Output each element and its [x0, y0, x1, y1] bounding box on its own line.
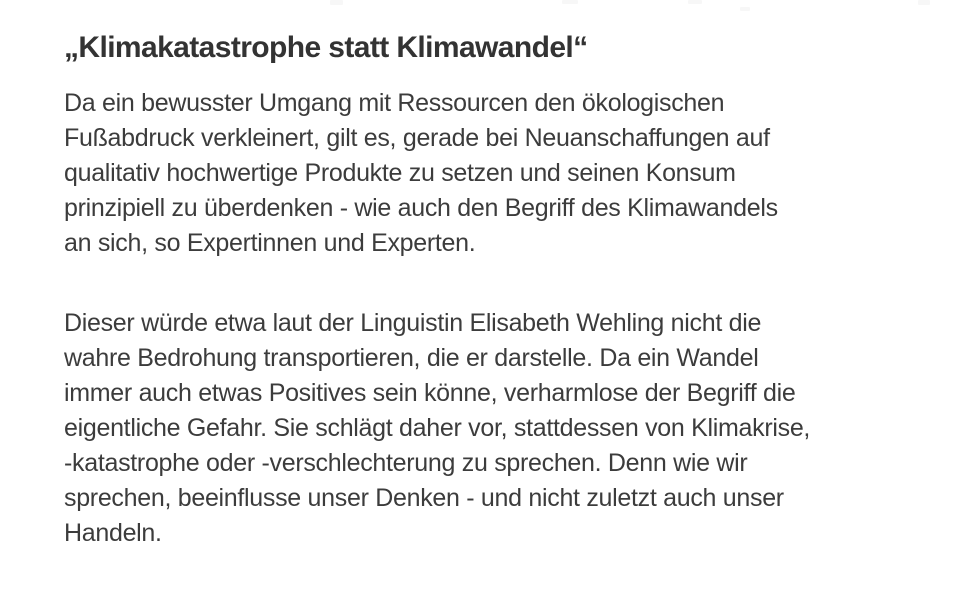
- text-line: eigentliche Gefahr. Sie schlägt daher vor, stattdessen von Klimakrise,: [64, 414, 811, 442]
- paragraph-2: [64, 306, 924, 551]
- text-line: -katastrophe oder -verschlechterung zu sprechen. Denn wie wir: [64, 449, 748, 477]
- text-line: immer auch etwas Positives sein könne, verharmlose der Begriff die: [64, 379, 796, 407]
- article-heading: „Klimakatastrophe statt Klimawandel“: [64, 31, 588, 64]
- text-line: an sich, so Expertinnen und Experten.: [64, 229, 476, 257]
- text-line: qualitativ hochwertige Produkte zu setzen und seinen Konsum: [64, 159, 736, 187]
- text-line: Da ein bewusster Umgang mit Ressourcen den ökologischen: [64, 89, 725, 117]
- paragraph-1: [64, 86, 924, 261]
- text-line: prinzipiell zu überdenken - wie auch den Begriff des Klimawandels: [64, 194, 778, 222]
- text-line: sprechen, beeinflusse unser Denken - und nicht zuletzt auch unser: [64, 484, 784, 512]
- article-body: [64, 0, 924, 551]
- text-line: Dieser würde etwa laut der Linguistin Elisabeth Wehling nicht die: [64, 309, 762, 337]
- text-line: wahre Bedrohung transportieren, die er darstelle. Da ein Wandel: [64, 344, 759, 372]
- text-line: Fußabdruck verkleinert, gilt es, gerade bei Neuanschaffungen auf: [64, 124, 770, 152]
- text-line: Handeln.: [64, 519, 162, 547]
